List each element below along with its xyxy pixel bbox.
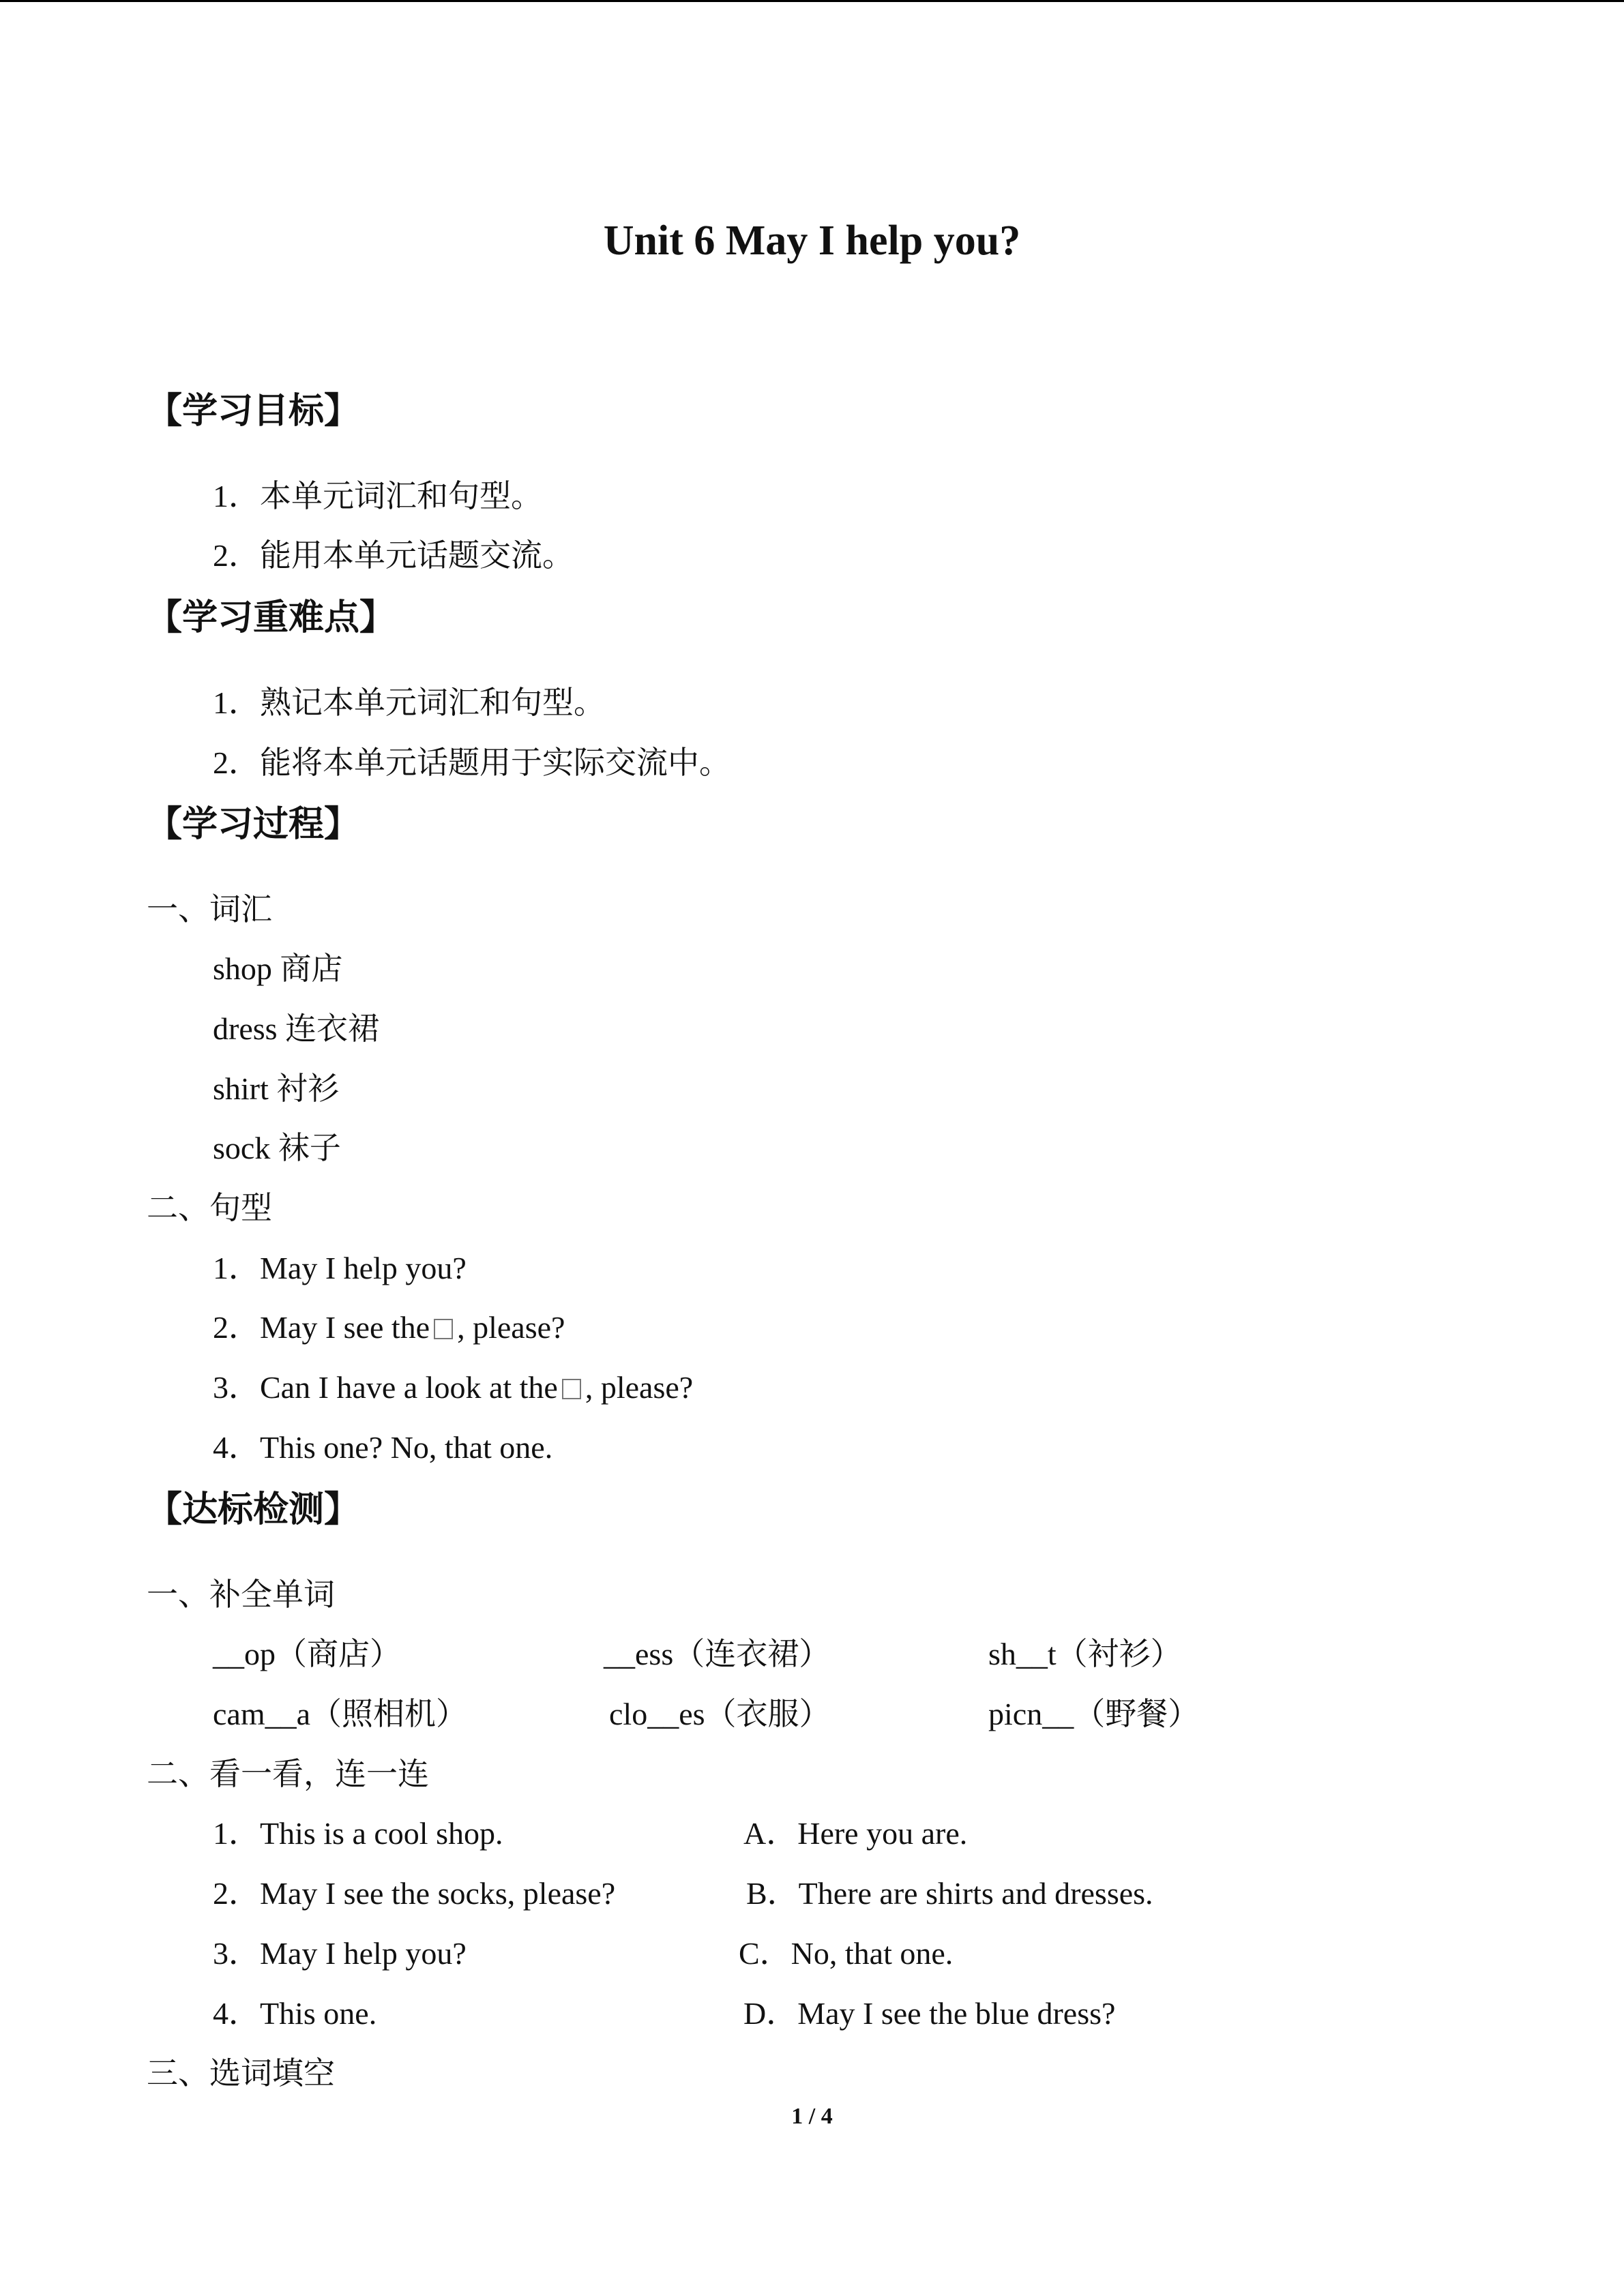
- exercise-title: 一、补全单词: [147, 1577, 335, 1612]
- exercise-title: 三、选词填空: [147, 2056, 335, 2091]
- vocab-item: dress 连衣裙: [213, 1011, 380, 1046]
- vocab-title: 一、词汇: [147, 892, 272, 927]
- section-heading-test: 【达标检测】: [147, 1489, 360, 1530]
- top-border: [0, 0, 1624, 2]
- pattern-text: , please?: [457, 1310, 565, 1345]
- match-right-item: D．May I see the blue dress?: [743, 1996, 1116, 2031]
- section-heading-process: 【学习过程】: [147, 804, 360, 845]
- keypoint-item: 1．熟记本单元词汇和句型。: [213, 685, 605, 720]
- pattern-item: 4．This one? No, that one.: [213, 1430, 553, 1465]
- fill-word-item: clo__es（衣服）: [609, 1697, 831, 1731]
- fill-word-item: picn__（野餐）: [988, 1697, 1200, 1731]
- patterns-title: 二、句型: [147, 1191, 272, 1225]
- match-right-item: B．There are shirts and dresses.: [746, 1876, 1153, 1911]
- fill-word-item: __ess（连衣裙）: [604, 1637, 831, 1671]
- pattern-item: [213, 1312, 565, 1343]
- vocab-item: sock 袜子: [213, 1131, 341, 1165]
- blank-box: [562, 1379, 581, 1399]
- fill-word-item: __op（商店）: [213, 1637, 401, 1671]
- section-heading-keypoints: 【学习重难点】: [147, 597, 396, 638]
- match-left-item: 1．This is a cool shop.: [213, 1816, 503, 1851]
- match-right-item: A．Here you are.: [743, 1816, 968, 1851]
- keypoint-item: 2．能将本单元话题用于实际交流中。: [213, 745, 730, 780]
- fill-word-item: cam__a（照相机）: [213, 1697, 468, 1731]
- pattern-text: , please?: [585, 1370, 694, 1405]
- fill-word-item: sh__t（衬衫）: [988, 1637, 1182, 1671]
- pattern-item: [213, 1372, 693, 1403]
- goal-item: 1．本单元词汇和句型。: [213, 479, 542, 513]
- match-left-item: 3．May I help you?: [213, 1936, 467, 1971]
- page-title: Unit 6 May I help you?: [603, 218, 1021, 264]
- vocab-item: shirt 衬衫: [213, 1071, 340, 1106]
- match-right-item: C．No, that one.: [739, 1936, 954, 1971]
- page-number: 1 / 4: [791, 2104, 833, 2129]
- exercise-title: 二、看一看，连一连: [147, 1757, 429, 1791]
- vocab-item: shop 商店: [213, 951, 343, 986]
- blank-box: [434, 1319, 453, 1339]
- match-left-item: 2．May I see the socks, please?: [213, 1876, 616, 1911]
- pattern-item: 1．May I help you?: [213, 1251, 467, 1285]
- goal-item: 2．能用本单元话题交流。: [213, 538, 574, 573]
- pattern-text: 2．May I see the: [213, 1310, 430, 1345]
- match-left-item: 4．This one.: [213, 1996, 377, 2031]
- section-heading-goals: 【学习目标】: [147, 391, 360, 432]
- pattern-text: 3．Can I have a look at the: [213, 1370, 558, 1405]
